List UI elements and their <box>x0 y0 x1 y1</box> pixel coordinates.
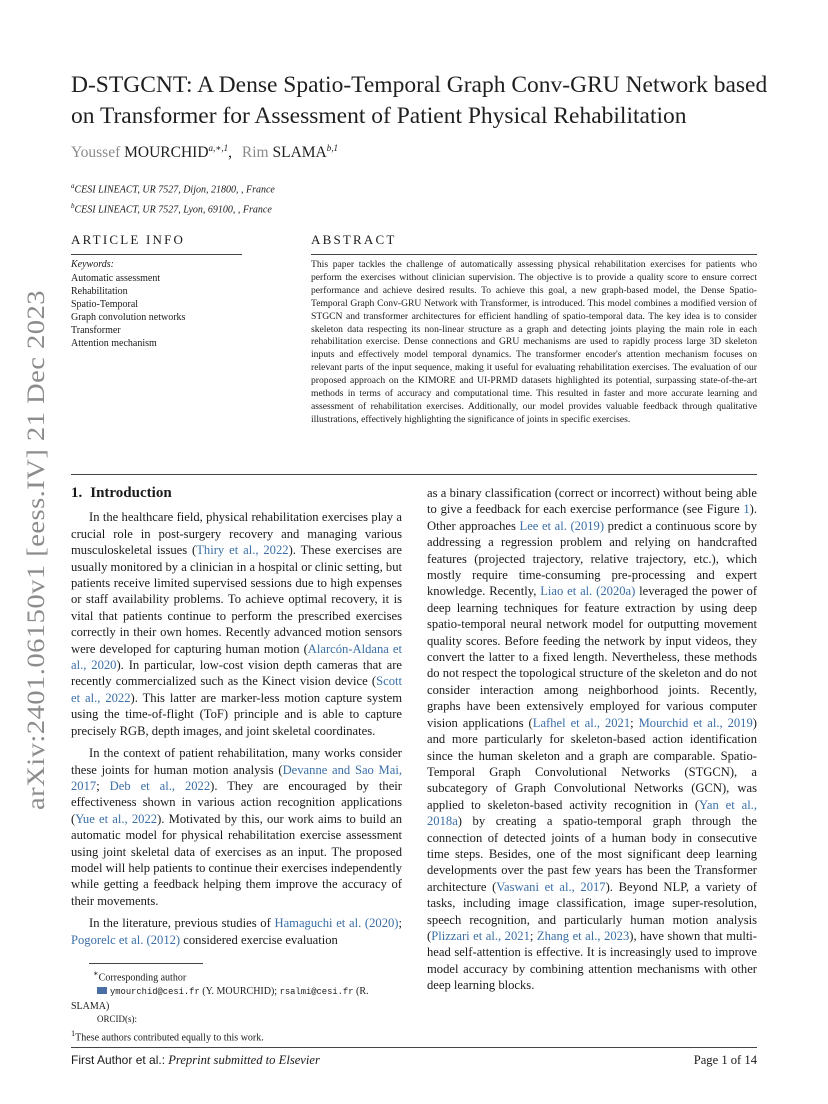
citation-link[interactable]: Vaswani et al., 2017 <box>496 879 606 894</box>
email-icon <box>97 987 107 994</box>
citation-link[interactable]: Plizzari et al., 2021 <box>431 928 530 943</box>
abstract-bottom-rule <box>71 474 757 475</box>
paragraph: as a binary classification (correct or incorrect) without being able to give a feedback for each exercise performance (see Figure 1). Other approaches Lee et al. (2019) predict a continuous score by addressing a regression problem and relying on handcrafted features (projected trajectory, relative trajectory, etc.), which mostly require time-consuming pre-processing and expert knowledge. Recently, Liao et al. (2020a) leveraged the power of deep learning techniques for feature extraction by using deep spatio-temporal neural network model for outputting movement quality scores. Before feeding the network by input videos, they convert the latter to a fixed length. Nevertheless, these methods do not respect the topological structure of the skeleton and do not consider interaction among neighborhood joints. Recently, graphs have been extensively employed for various computer vision applications (Lafhel et al., 2021; Mourchid et al., 2019) and more particularly for skeleton-based action identification since the human skeleton and a graph are comparable. Spatio-Temporal Graph Convolutional Networks (STGCN), a subcategory of Graph Convolutional Networks (GCN), was applied to skeleton-based activity recognition in (Yan et al., 2018a) by creating a spatio-temporal graph through the connection of detected joints of a human body in consecutive time steps. Besides, one of the most significant deep learning developments over the past few years has been the Transformer architecture (Vaswani et al., 2017). Beyond NLP, a variety of tasks, including image classification, image super-resolution, speech recognition, and particularly human motion analysis (Plizzari et al., 2021; Zhang et al., 2023), have shown that multi-head self-attention is effective. It is increasingly used to improve model accuracy by combining attention mechanisms with other deep learning blocks. <box>427 486 758 993</box>
citation-link[interactable]: Thiry et al., 2022 <box>196 543 289 558</box>
figure-link[interactable]: 1 <box>743 502 750 517</box>
citation-link[interactable]: Deb et al., 2022 <box>109 778 211 793</box>
citation-link[interactable]: Yan et al., 2018a <box>427 797 757 829</box>
article-info-rule <box>71 254 242 255</box>
corresponding-author-note: ∗Corresponding author <box>93 969 187 984</box>
arxiv-stamp-text: arXiv:2401.06150v1 [eess.IV] 21 Dec 2023 <box>23 355 50 810</box>
citation-link[interactable]: Devanne and Sao Mai, 2017 <box>71 762 402 793</box>
citation-link[interactable]: Lee et al. (2019) <box>519 518 605 533</box>
citation-link[interactable]: Scott et al., 2022 <box>71 674 402 705</box>
page-number: Page 1 of 14 <box>693 1053 757 1067</box>
author-list <box>71 143 338 162</box>
keyword: Attention mechanism <box>71 338 157 349</box>
author-last-name: SLAMA <box>272 144 327 162</box>
keyword: Spatio-Temporal <box>71 299 139 310</box>
abstract-text: This paper tackles the challenge of automatically assessing physical rehabilitation exercises for patients who perform the exercises without clinician supervision. The objective is to provide a quality score to ensure correct performance and achieve desired results. To achieve this goal, a new graph-based model, the Dense Spatio-Temporal Graph Conv-GRU Network with Transformer, is introduced. This model combines a modified version of STGCN and transformer architectures for efficient handling of spatio-temporal data. The key idea is to consider skeleton data respecting its non-linear structure as a graph and detecting joints playing the main role in each rehabilitation exercise. Dense connections and GRU mechanisms are used to rapidly process large 3D skeleton inputs and effectively model temporal dynamics. The transformer encoder's attention mechanism focuses on relevant parts of the input sequence, making it useful for evaluating rehabilitation exercises. The evaluation of our proposed approach on the KIMORE and UI-PRMD datasets highlighted its potential, surpassing state-of-the-art methods in terms of accuracy and computational time. This resulted in faster and more accurate learning and assessment of rehabilitation exercises. Additionally, our model provides valuable feedback through qualitative illustrations, effectively highlighting the significance of joints in specific exercises. <box>311 259 757 425</box>
author-last-name: MOURCHID <box>124 144 209 162</box>
affiliation-b: $^b$CESI LINEACT, UR 7527, Lyon, 69100, , France <box>71 202 272 216</box>
right-column <box>427 485 757 994</box>
footnote-rule <box>89 963 203 964</box>
keywords-list <box>71 272 185 350</box>
citation-link[interactable]: Zhang et al., 2023 <box>536 928 630 943</box>
author-first-name: Youssef <box>71 144 121 162</box>
keyword: Automatic assessment <box>71 273 161 284</box>
citation-link[interactable]: Alarcón-Aldana et al., 2020 <box>71 641 402 673</box>
equal-contribution-note: $^1$These authors contributed equally to this work. <box>71 1028 264 1044</box>
article-info-heading: ARTICLE INFO <box>71 232 186 247</box>
keyword: Rehabilitation <box>71 286 128 297</box>
section-heading: 1. Introduction <box>71 485 172 501</box>
citation-link[interactable]: Hamaguchi et al. (2020) <box>274 916 399 931</box>
author-1[interactable]: Youssef $MOURCHID^{a,∗,1}$, <box>71 143 233 162</box>
arxiv-stamp <box>8 290 58 810</box>
footnotes <box>71 967 401 1045</box>
citation-link[interactable]: Lafhel et al., 2021 <box>532 715 631 730</box>
paper-title: D-STGCNT: A Dense Spatio-Temporal Graph Conv-GRU Network based on Transformer for Assessment of Patient Physical Rehabilitation <box>71 72 768 129</box>
paragraph: In the literature, previous studies of Hamaguchi et al. (2020); Pogorelc et al. (2012) considered exercise evaluation <box>71 916 402 947</box>
author-mark: b,1 <box>326 143 338 153</box>
email-link[interactable]: rsalmi@cesi.fr <box>279 986 354 997</box>
email-note: ymourchid@cesi.fr (Y. MOURCHID); rsalmi@cesi.fr (R. <box>71 985 401 1000</box>
citation-link[interactable]: Yue et al., 2022 <box>75 811 158 826</box>
affiliations <box>71 178 275 219</box>
keyword: Graph convolution networks <box>71 312 186 323</box>
footer-left: First Author et al.: Preprint submitted to Elsevier <box>71 1053 320 1067</box>
citation-link[interactable]: Pogorelc et al. (2012) <box>71 932 181 947</box>
author-2[interactable] <box>242 144 338 161</box>
keywords-label: Keywords: <box>71 259 114 270</box>
email-link[interactable]: ymourchid@cesi.fr <box>110 986 200 997</box>
paragraph: In the context of patient rehabilitation, many works consider these joints for human motion analysis (Devanne and Sao Mai, 2017; Deb et al., 2022). They are encouraged by their effectiveness shown in various action recognition applications (Yue et al., 2022). Motivated by this, our work aims to build an automatic model for physical rehabilitation exercise assessment using joint skeletal data of exercises as an input. The proposed model will help patients to continue their exercises independently while getting a feedback helping them improve the accuracy of their movements. <box>71 746 402 908</box>
paragraph: In the healthcare field, physical rehabilitation exercises play a crucial role in post-surgery recovery and managing various musculoskeletal issues (Thiry et al., 2022). These exercises are usually monitored by a clinician in a hospital or clinic setting, but patients receive limited supervised sessions due to high expenses or staff availability problems. To achieve optimal recovery, it is vital that patients continue to perform the prescribed exercises correctly in their own homes. Recently advanced motion sensors were developed for capturing human motion (Alarcón-Aldana et al., 2020). In particular, low-cost vision depth cameras that are recently commercialized such as the Kinect vision device (Scott et al., 2022). This latter are marker-less motion capture system using the time-of-flight (ToF) principle and is able to capture precisely RGB, depth images, and joint skeletal coordinates. <box>71 510 402 738</box>
footer-rule <box>71 1047 757 1048</box>
affiliation-a: $^a$CESI LINEACT, UR 7527, Dijon, 21800, , France <box>71 182 275 196</box>
citation-link[interactable]: Mourchid et al., 2019 <box>638 715 753 730</box>
abstract-rule <box>311 254 757 255</box>
citation-link[interactable]: Liao et al. (2020a) <box>540 584 636 599</box>
email-note-cont: SLAMA) <box>71 1000 110 1012</box>
abstract-heading: ABSTRACT <box>311 232 397 247</box>
author-first-name: Rim <box>241 144 269 162</box>
author-mark: a,∗,1 <box>208 143 229 153</box>
orcid-note: ORCID(s): <box>97 1014 137 1025</box>
left-column <box>71 485 402 948</box>
keyword: Transformer <box>71 325 121 336</box>
